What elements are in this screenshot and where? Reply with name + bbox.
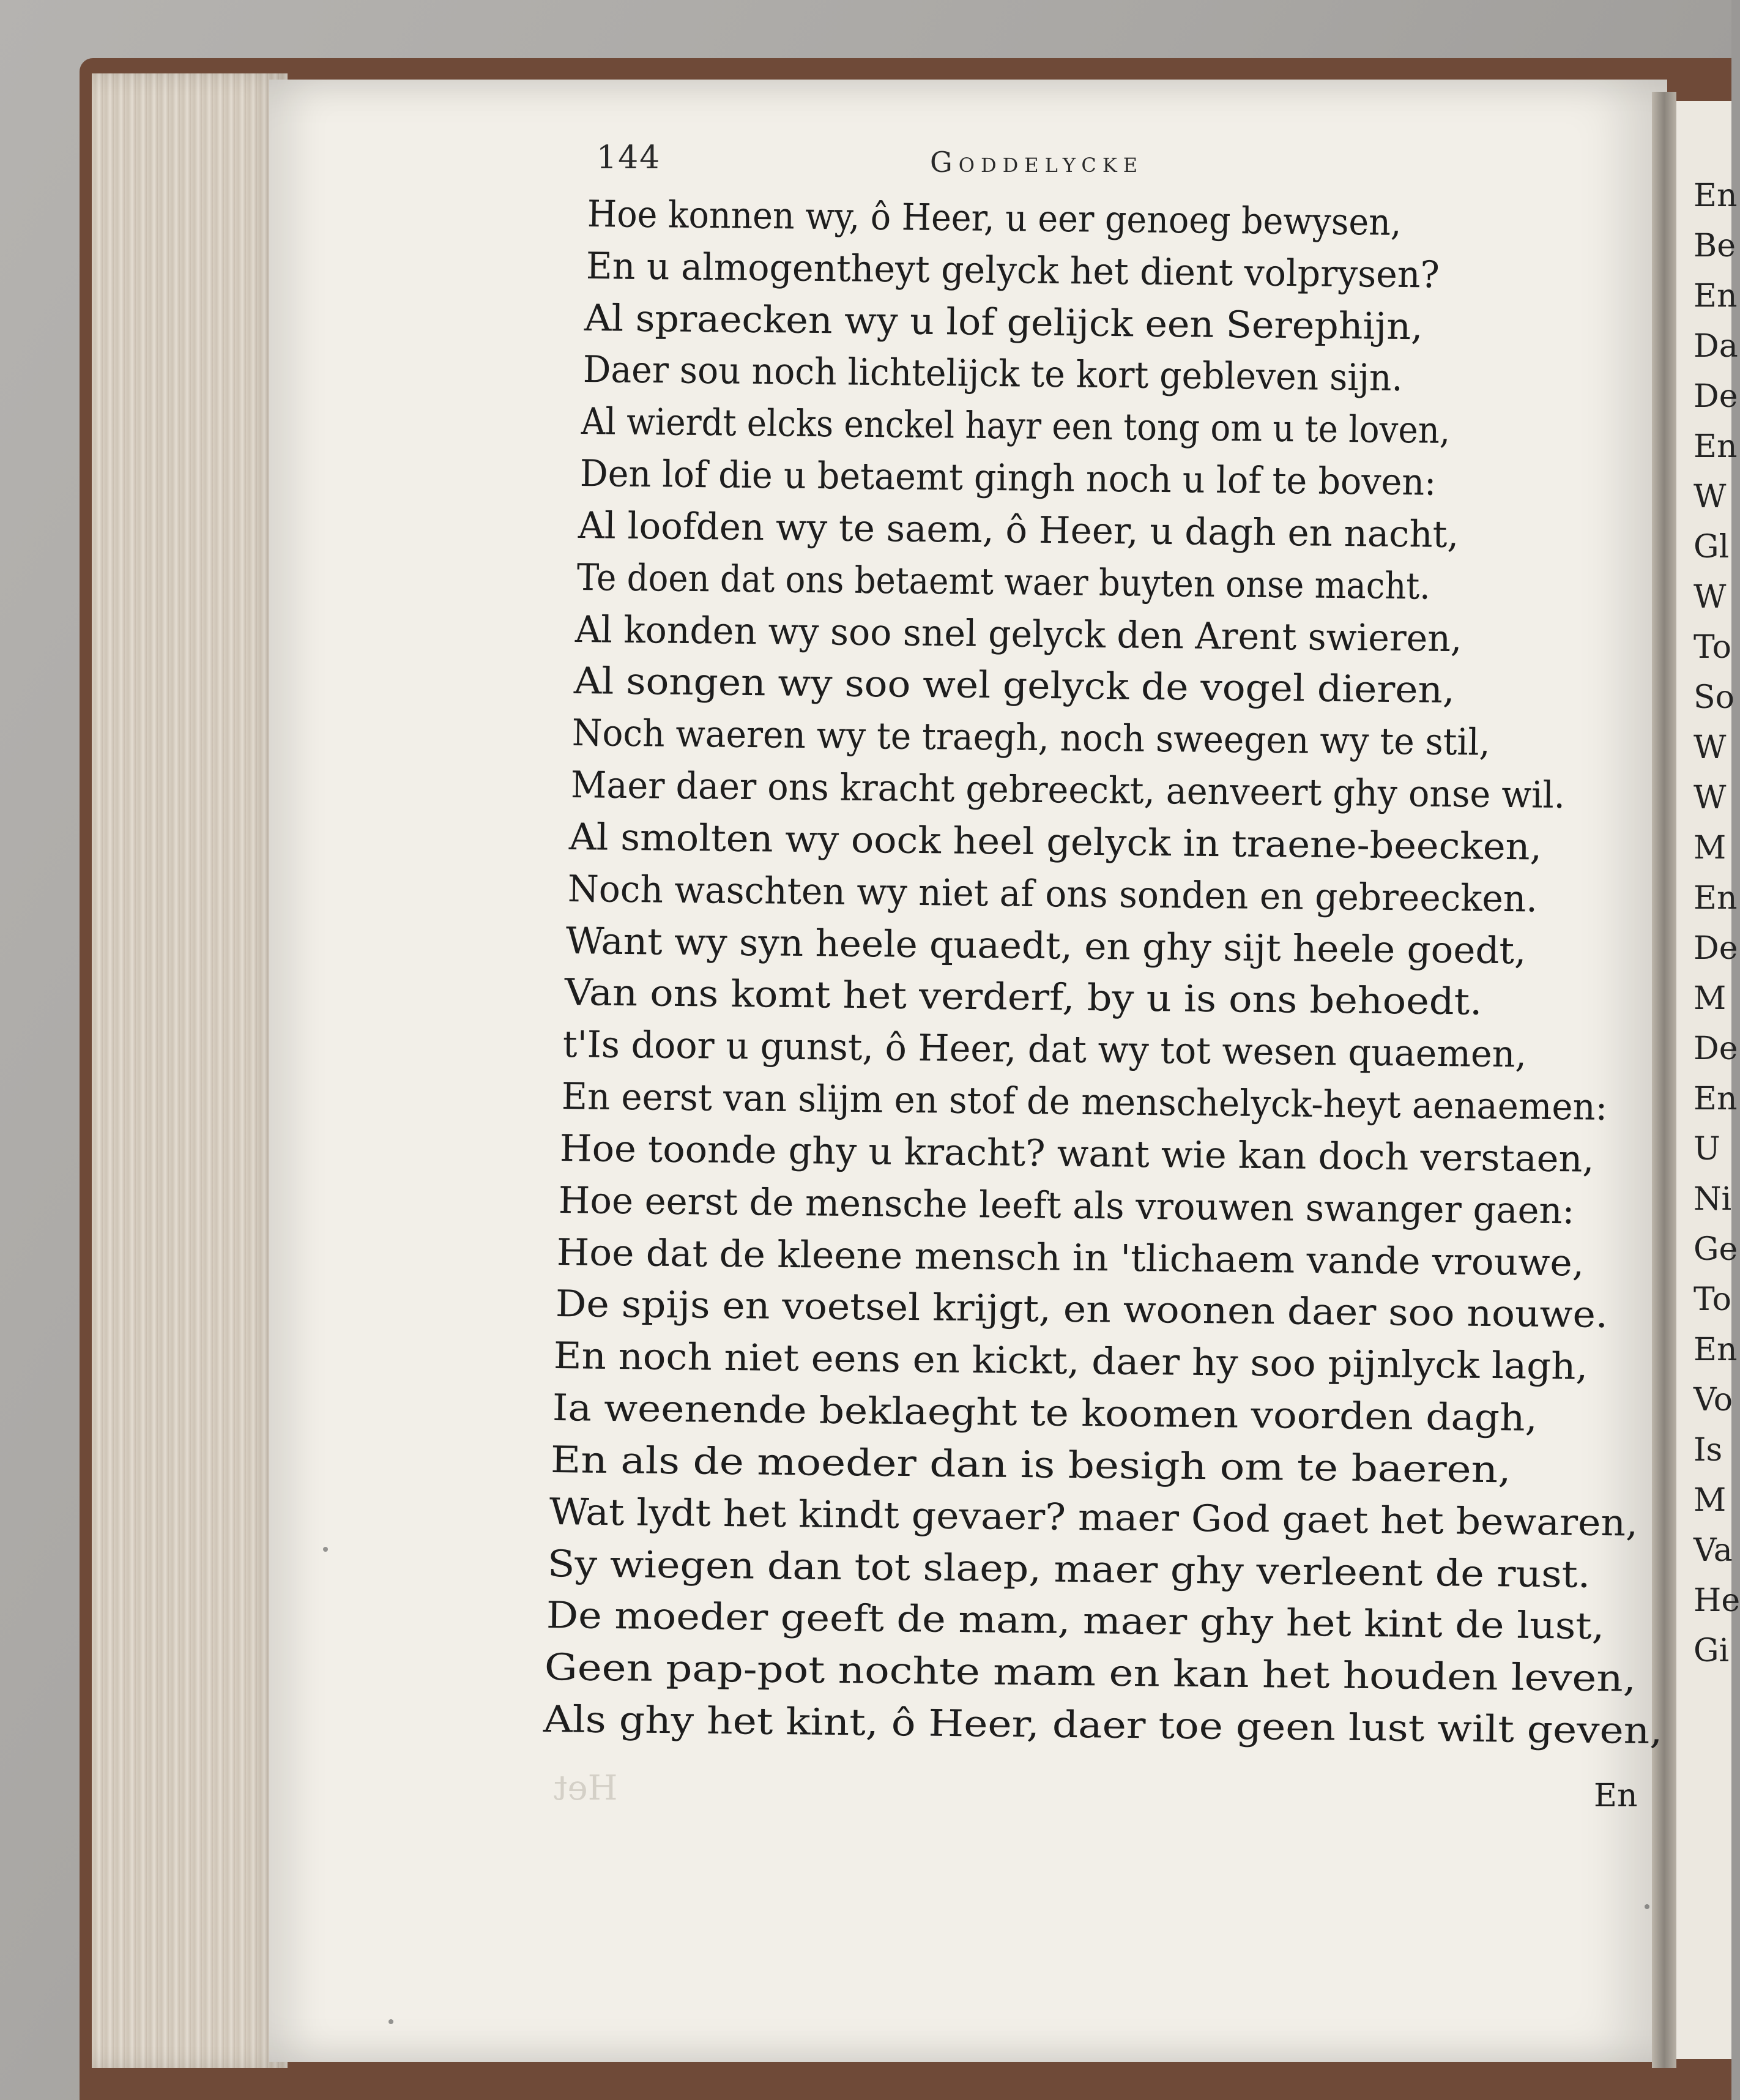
verse-line: Hoe eerst de mensche leeft als vrouwen swanger gaen: [558, 1178, 1575, 1233]
verse-line: En als de moeder dan is besigh om te baeren, [551, 1438, 1512, 1492]
facing-page-fragment: En [1694, 1331, 1738, 1368]
verse-line: Hoe toonde ghy u kracht? want wie kan doch verstaen, [559, 1126, 1595, 1181]
ink-speck [323, 1547, 328, 1552]
facing-page-fragment: W [1694, 729, 1727, 766]
facing-page-fragment: Is [1694, 1432, 1723, 1469]
book-gutter [1652, 92, 1676, 2068]
verse-line: Al konden wy soo snel gelyck den Arent swieren, [574, 608, 1462, 660]
page-number: 144 [597, 140, 661, 176]
verse-line: Als ghy het kint, ô Heer, daer toe geen lust wilt geven, [543, 1698, 1663, 1753]
ink-speck [1645, 1904, 1649, 1909]
verse-line: Geen pap-pot nochte mam en kan het houden leven, [545, 1646, 1637, 1700]
facing-page-fragment: Ge [1694, 1231, 1738, 1268]
facing-page-fragment: U [1694, 1131, 1720, 1167]
page-edges [92, 73, 288, 2068]
facing-page-fragment: To [1694, 629, 1731, 666]
facing-page-fragment: En [1694, 880, 1738, 917]
facing-page-fragment: En [1694, 1081, 1738, 1117]
verse-line: Den lof die u betaemt gingh noch u lof te boven: [579, 452, 1437, 504]
verse-line: Wat lydt het kindt gevaer? maer God gaet het bewaren, [549, 1490, 1638, 1545]
verse-line: Noch waeren wy te traegh, noch sweegen wy te stil, [571, 712, 1491, 764]
verse-line: Van ons komt het verderf, by u is ons behoedt. [564, 971, 1482, 1024]
catchword: En [1594, 1778, 1638, 1814]
verse-line: Al wierdt elcks enckel hayr een tong om u te loven, [581, 400, 1451, 453]
verse-line: En u almogentheyt gelyck het dient volprysen? [586, 244, 1440, 297]
verse-line: De spijs en voetsel krijgt, en woonen daer soo nouwe. [555, 1283, 1608, 1337]
verse-line: t'Is door u gunst, ô Heer, dat wy tot wesen quaemen, [562, 1023, 1527, 1076]
facing-page-fragment: De [1694, 378, 1738, 415]
verse-line: Sy wiegen dan tot slaep, maer ghy verleent de rust. [548, 1542, 1591, 1596]
verse-line: De moeder geeft de mam, maer ghy het kint de lust, [546, 1594, 1605, 1648]
facing-page-fragment: So [1694, 679, 1734, 716]
facing-page-fragment: En [1694, 177, 1738, 214]
facing-page-fragment: Gi [1694, 1633, 1730, 1669]
verse-line: Maer daer ons kracht gebreeckt, aenveert ghy onse wil. [570, 764, 1565, 817]
facing-page-fragment: M [1694, 1482, 1727, 1519]
verse-line: Hoe konnen wy, ô Heer, u eer genoeg bewysen, [587, 193, 1402, 244]
verse-line: Te doen dat ons betaemt waer buyten onse macht. [576, 556, 1430, 608]
running-title: Goddelycke [930, 146, 1144, 179]
verse-line: Hoe dat de kleene mensch in 'tlichaem vande vrouwe, [556, 1231, 1585, 1285]
verse-line: Al spraecken wy u lof gelijck een Serephijn, [584, 296, 1423, 348]
facing-page-fragment: Ni [1694, 1181, 1732, 1218]
facing-page-fragment: En [1694, 428, 1738, 465]
verse-line: En noch niet eens en kickt, daer hy soo pijnlyck lagh, [554, 1335, 1589, 1388]
facing-page-fragment: Va [1694, 1532, 1733, 1569]
facing-page-fragment: W [1694, 780, 1727, 816]
facing-page-fragment: De [1694, 930, 1738, 967]
facing-page-fragment: M [1694, 980, 1727, 1017]
facing-page-fragment: M [1694, 830, 1727, 866]
facing-page-fragment: En [1694, 278, 1738, 315]
facing-page-fragment: De [1694, 1030, 1738, 1067]
facing-page-fragment: He [1694, 1582, 1740, 1619]
facing-page-fragment: Vo [1694, 1382, 1733, 1418]
show-through-text: Het [554, 1768, 618, 1808]
facing-page-fragment: W [1694, 478, 1727, 515]
facing-page-fragment: Gl [1694, 529, 1730, 565]
verse-line: Al smolten wy oock heel gelyck in traene-beecken, [568, 815, 1542, 869]
facing-page-fragment: Be [1694, 228, 1736, 264]
verse-line: Ia weenende beklaeght te koomen voorden dagh, [552, 1387, 1538, 1440]
verse-line: Daer sou noch lichtelijck te kort gebleven sijn. [582, 348, 1403, 400]
verse-line: Want wy syn heele quaedt, en ghy sijt heele goedt, [565, 919, 1527, 973]
facing-page-fragment: W [1694, 579, 1727, 616]
facing-page-fragment: Da [1694, 328, 1738, 365]
verse-line: Noch waschten wy niet af ons sonden en gebreecken. [567, 867, 1537, 921]
ink-speck [389, 2019, 393, 2024]
facing-page-fragment: To [1694, 1281, 1731, 1318]
verse-line: Al songen wy soo wel gelyck de vogel dieren, [573, 660, 1455, 712]
verse-line: En eerst van slijm en stof de menschelyck-heyt aenaemen: [561, 1075, 1608, 1129]
verse-line: Al loofden wy te saem, ô Heer, u dagh en nacht, [578, 504, 1459, 557]
